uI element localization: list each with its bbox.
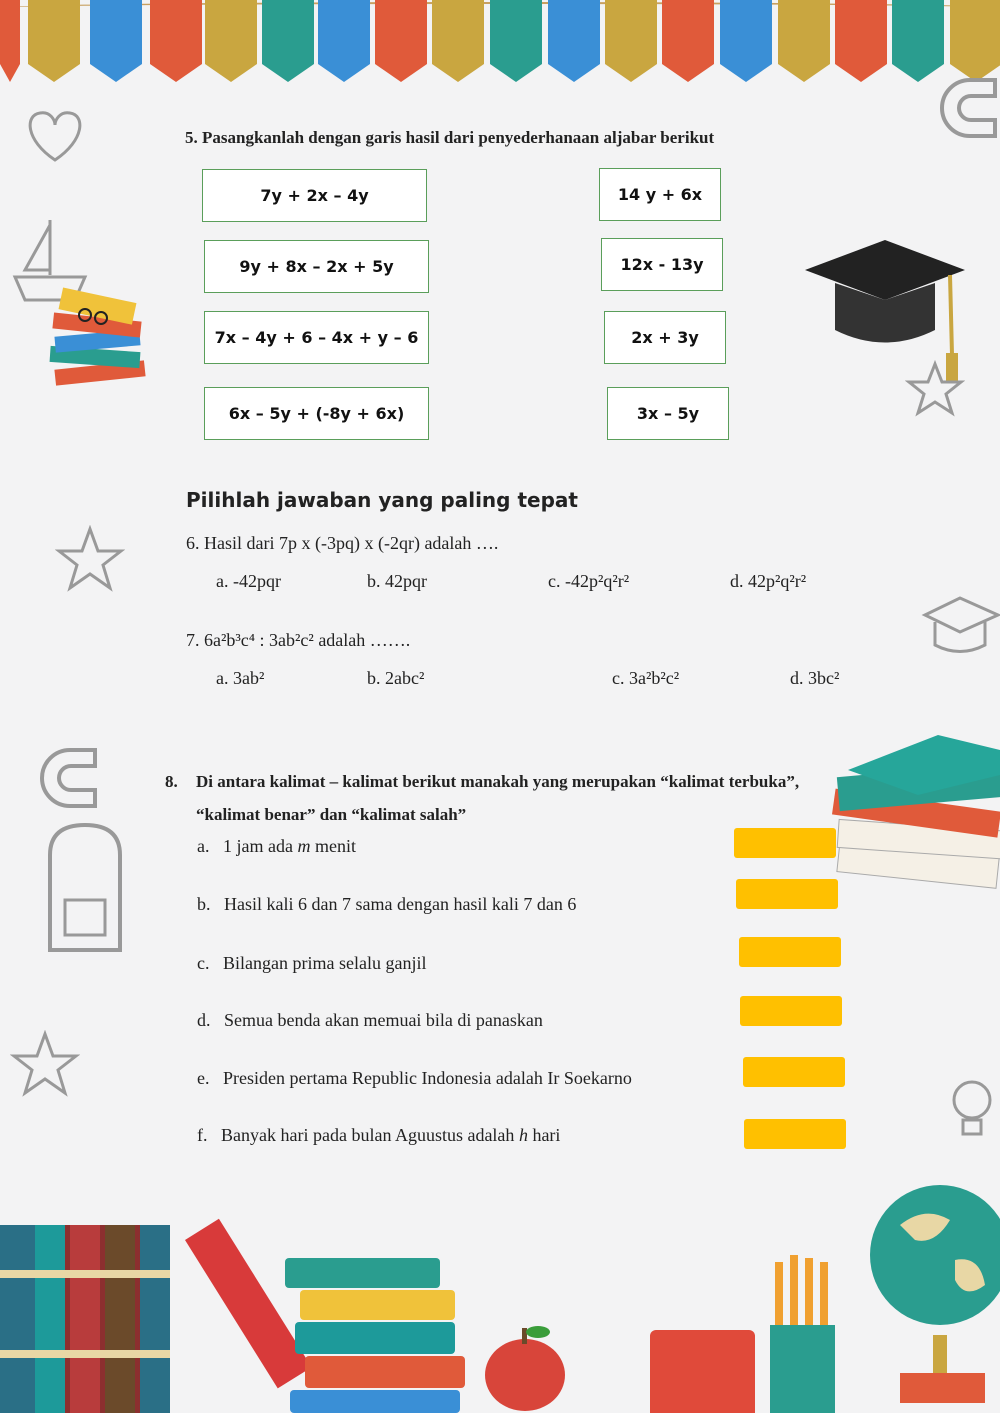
- q8-statement-a: [197, 836, 356, 857]
- q5-right-box-1[interactable]: 14 y + 6x: [599, 168, 721, 221]
- star-icon: [905, 360, 965, 420]
- answer-box-d[interactable]: [740, 996, 842, 1026]
- statement-letter: e.: [197, 1068, 210, 1088]
- tilted-book: [185, 1219, 312, 1389]
- q5-left-box-2[interactable]: 9y + 8x – 2x + 5y: [204, 240, 429, 293]
- q7-option-b[interactable]: b. 2abc²: [367, 668, 425, 688]
- statement-letter: c.: [197, 953, 210, 973]
- answer-box-c[interactable]: [739, 937, 841, 967]
- mug: [650, 1330, 755, 1413]
- magnet-icon: [935, 70, 1000, 190]
- q8-statement-f: [197, 1125, 560, 1146]
- section-title: Pilihlah jawaban yang paling tepat: [186, 488, 578, 512]
- answer-box-f[interactable]: [744, 1119, 846, 1149]
- star-icon: [10, 1030, 80, 1100]
- q6-option-a[interactable]: a. -42pqr: [216, 571, 281, 591]
- q8-statement-c: [197, 953, 426, 974]
- q5-right-box-3[interactable]: 2x + 3y: [604, 311, 726, 364]
- books-stack-icon: [45, 285, 150, 400]
- apple-icon: [480, 1310, 570, 1413]
- statement-letter: a.: [197, 836, 210, 856]
- statement-text: 1 jam ada: [223, 836, 298, 856]
- q7-option-a[interactable]: a. 3ab²: [216, 668, 265, 688]
- statement-variable: h: [518, 1125, 528, 1145]
- q7-option-c[interactable]: c. 3a²b²c²: [612, 668, 680, 688]
- magnet-icon: [35, 740, 115, 820]
- statement-text: Bilangan prima selalu ganjil: [223, 953, 427, 973]
- statement-text: Semua benda akan memuai bila di panaskan: [224, 1010, 543, 1030]
- q6-option-d[interactable]: d. 42p²q²r²: [730, 571, 807, 591]
- statement-letter: b.: [197, 894, 211, 914]
- q8-statement-d: [197, 1010, 543, 1031]
- statement-letter: d.: [197, 1010, 211, 1030]
- answer-box-b[interactable]: [736, 879, 838, 909]
- q5-right-box-4[interactable]: 3x – 5y: [607, 387, 729, 440]
- q6-option-c[interactable]: c. -42p²q²r²: [548, 571, 630, 591]
- statement-text: Hasil kali 6 dan 7 sama dengan hasil kali 7 dan 6: [224, 894, 577, 914]
- heart-icon: [20, 105, 90, 165]
- q5-left-box-3[interactable]: 7x – 4y + 6 – 4x + y – 6: [204, 311, 429, 364]
- q8-question-line-1: Di antara kalimat – kalimat berikut manakah yang merupakan “kalimat terbuka”,: [196, 772, 800, 791]
- statement-text-end: menit: [310, 836, 356, 856]
- lightbulb-icon: [945, 1075, 1000, 1145]
- answer-box-a[interactable]: [734, 828, 836, 858]
- book-stack-icon: [828, 730, 1000, 895]
- q6-option-b[interactable]: b. 42pqr: [367, 571, 427, 591]
- star-icon: [55, 525, 125, 595]
- answer-box-e[interactable]: [743, 1057, 845, 1087]
- statement-variable: m: [297, 836, 311, 856]
- q5-left-box-1[interactable]: 7y + 2x – 4y: [202, 169, 427, 222]
- q8-number: 8.: [165, 772, 178, 791]
- q5-left-box-4[interactable]: 6x – 5y + (-8y + 6x): [204, 387, 429, 440]
- backpack-icon: [30, 815, 140, 965]
- statement-text: Presiden pertama Republic Indonesia adalah Ir Soekarno: [223, 1068, 632, 1088]
- q5-right-box-2[interactable]: 12x - 13y: [601, 238, 723, 291]
- q8-statement-b: [197, 894, 576, 915]
- q8-question-line-2: “kalimat benar” dan “kalimat salah”: [196, 805, 467, 824]
- q7-question: 7. 6a²b³c⁴ : 3ab²c² adalah …….: [186, 630, 411, 650]
- globe-icon: [855, 1160, 1000, 1413]
- q5-title: 5. Pasangkanlah dengan garis hasil dari penyederhanaan aljabar berikut: [185, 128, 715, 147]
- statement-text-end: hari: [527, 1125, 561, 1145]
- graduation-cap-outline-icon: [920, 590, 1000, 660]
- statement-letter: f.: [197, 1125, 208, 1145]
- q7-option-d[interactable]: d. 3bc²: [790, 668, 840, 688]
- statement-text: Banyak hari pada bulan Aguustus adalah: [221, 1125, 519, 1145]
- q6-question: 6. Hasil dari 7p x (-3pq) x (-2qr) adalah ….: [186, 533, 499, 553]
- q8-statement-e: [197, 1068, 632, 1089]
